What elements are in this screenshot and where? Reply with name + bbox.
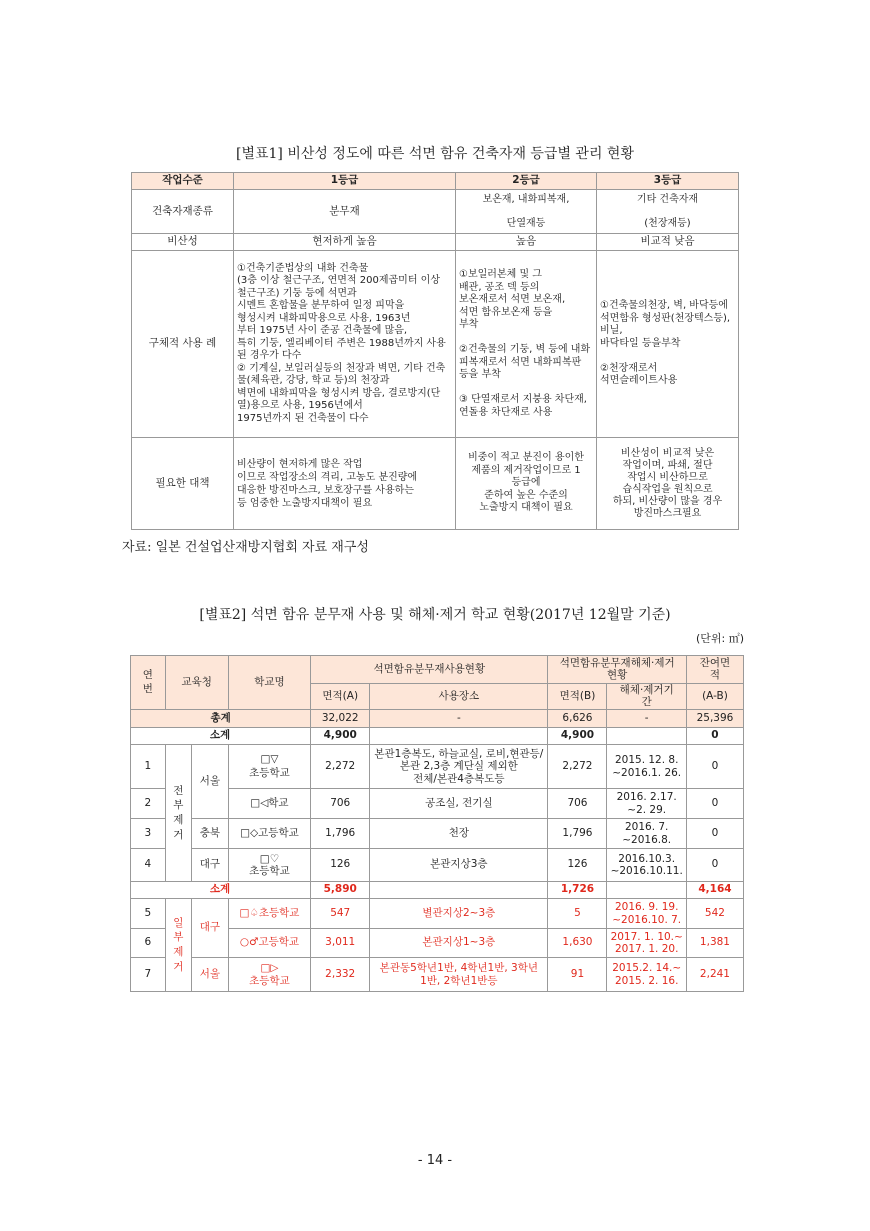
row-remain: 0 (686, 745, 743, 789)
row-school: □◁학교 (228, 789, 310, 819)
row-area-a: 3,011 (311, 929, 370, 958)
row-area-a: 547 (311, 899, 370, 929)
row-no: 4 (131, 849, 166, 882)
row-period: 2016. 2.17. ~2. 29. (607, 789, 686, 819)
cell-grade3: 비교적 낮음 (597, 234, 739, 251)
subtotal1-label: 소계 (131, 728, 311, 745)
row-period: 2015.2. 14.~ 2015. 2. 16. (607, 958, 686, 992)
table1-row-examples (132, 251, 739, 438)
cell-grade2: ①보일러본체 및 그 배관, 공조 덱 등의 보온재로서 석면 보온재, 석면 함유보온재 등을 부착 ②건축물의 기둥, 벽 등에 내화피복재로서 석면 내화피복판 등을 부착 ③ 단열재로서 지붕용 차단재,연돌용 차단재로 사용 (456, 251, 597, 438)
subtotal2-place (370, 882, 548, 899)
row-place: 본관1층복도, 하늘교실, 로비,현관등/ 본관 2,3층 계단실 제외한 전체/본관4층복도등 (370, 745, 548, 789)
row-area-b: 1,796 (548, 819, 607, 849)
header-area-b: 면적(B) (548, 684, 607, 710)
row-no: 7 (131, 958, 166, 992)
header-grade2: 2등급 (456, 173, 597, 190)
row-area-b: 91 (548, 958, 607, 992)
row-label: 비산성 (132, 234, 234, 251)
header-place: 사용장소 (370, 684, 548, 710)
row-area-b: 706 (548, 789, 607, 819)
source-note: 자료: 일본 건설업산재방지협회 자료 재구성 (122, 540, 369, 555)
row-label: 필요한 대책 (132, 438, 234, 530)
subtotal2-period (607, 882, 686, 899)
cell-grade2: 보온재, 내화피복재, 단열재등 (456, 190, 597, 234)
header-grade3: 3등급 (597, 173, 739, 190)
total-place: - (370, 710, 548, 728)
row-area-a: 706 (311, 789, 370, 819)
table2-subtotal1-row (131, 728, 744, 745)
subtotal2-area-a: 5,890 (311, 882, 370, 899)
subtotal1-remain: 0 (686, 728, 743, 745)
row-no: 2 (131, 789, 166, 819)
row-remain: 2,241 (686, 958, 743, 992)
row-period: 2016.10.3. ~2016.10.11. (607, 849, 686, 882)
row-remain: 0 (686, 849, 743, 882)
row-school: □▷ 초등학교 (228, 958, 310, 992)
row-place: 본관동5학년1반, 4학년1반, 3학년 1반, 2학년1반등 (370, 958, 548, 992)
unit-label: (단위: ㎡) (696, 632, 745, 645)
row-office: 충북 (192, 819, 229, 849)
header-area-a: 면적(A) (311, 684, 370, 710)
row-label: 건축자재종류 (132, 190, 234, 234)
row-period: 2016. 7. ~2016.8. (607, 819, 686, 849)
row-remain: 542 (686, 899, 743, 929)
table2-row (131, 899, 744, 929)
row-place: 본관지상3층 (370, 849, 548, 882)
group1-label: 전 부 제 거 (165, 745, 191, 882)
table2-row (131, 819, 744, 849)
row-school: □◇고등학교 (228, 819, 310, 849)
header-school: 학교명 (228, 656, 310, 710)
row-period: 2015. 12. 8. ~2016.1. 26. (607, 745, 686, 789)
table2-row (131, 745, 744, 789)
header-no: 연 번 (131, 656, 166, 710)
table1-row-scatter (132, 234, 739, 251)
cell-grade3: 비산성이 비교적 낮은 작업이며, 파쇄, 절단 작업시 비산하므로 습식작업을 원칙으로 하되, 비산량이 많을 경우 방진마스크필요 (597, 438, 739, 530)
row-period: 2017. 1. 10.~ 2017. 1. 20. (607, 929, 686, 958)
group2-label: 일 부 제 거 (165, 899, 191, 992)
subtotal2-label: 소계 (131, 882, 311, 899)
row-period: 2016. 9. 19. ~2016.10. 7. (607, 899, 686, 929)
row-area-b: 2,272 (548, 745, 607, 789)
row-area-a: 126 (311, 849, 370, 882)
table2-row (131, 849, 744, 882)
table2-row (131, 958, 744, 992)
row-no: 6 (131, 929, 166, 958)
school-asbestos-table (130, 655, 744, 992)
row-remain: 0 (686, 789, 743, 819)
total-area-b: 6,626 (548, 710, 607, 728)
row-label: 구체적 사용 례 (132, 251, 234, 438)
header-period: 해체·제거기 간 (607, 684, 686, 710)
row-place: 공조실, 전기실 (370, 789, 548, 819)
row-area-b: 5 (548, 899, 607, 929)
header-grade1: 1등급 (234, 173, 456, 190)
subtotal2-remain: 4,164 (686, 882, 743, 899)
row-office: 서울 (192, 958, 229, 992)
header-remain: 잔여면 적 (686, 656, 743, 684)
table1-row-measures (132, 438, 739, 530)
table1-header-row (132, 173, 739, 190)
row-place: 본관지상1~3층 (370, 929, 548, 958)
row-remain: 1,381 (686, 929, 743, 958)
header-office: 교육청 (165, 656, 228, 710)
subtotal1-area-a: 4,900 (311, 728, 370, 745)
row-area-a: 2,272 (311, 745, 370, 789)
row-area-a: 2,332 (311, 958, 370, 992)
row-area-b: 1,630 (548, 929, 607, 958)
subtotal1-period (607, 728, 686, 745)
page-number: - 14 - (417, 1153, 453, 1168)
row-office: 대구 (192, 899, 229, 958)
row-office: 서울 (192, 745, 229, 819)
subtotal2-area-b: 1,726 (548, 882, 607, 899)
row-place: 천장 (370, 819, 548, 849)
cell-grade1: ①건축기준법상의 내화 건축물 (3층 이상 철근구조, 연면적 200제곱미터 이상 철근구조) 기둥 등에 석면과 시멘트 혼합물을 분무하여 일정 피막을 형성시켜 내화피막용으로 사용, 1963년 부터 1975년 사이 준공 건축물에 많음, 특히 기둥, 엘리베이터 주변은 1988년까지 사용된 경우가 다수 ② 기계실, 보일러실등의 천장과 벽면, 기타 건축물(체육관, 강당, 학교 등)의 천장과 벽면에 내화피막을 형성시켜 방음, 결로방지(단열)용으로 사용, 1956년에서 1975년까지 된 건축물이 다수 (234, 251, 456, 438)
row-school: □♤초등학교 (228, 899, 310, 929)
total-remain: 25,396 (686, 710, 743, 728)
table1-caption: [별표1] 비산성 정도에 따른 석면 함유 건축자재 등급별 관리 현황 (236, 146, 634, 162)
cell-grade2: 높음 (456, 234, 597, 251)
total-label: 총계 (131, 710, 311, 728)
subtotal1-place (370, 728, 548, 745)
table2-subtotal2-row (131, 882, 744, 899)
row-office: 대구 (192, 849, 229, 882)
header-work-level: 작업수준 (132, 173, 234, 190)
row-area-b: 126 (548, 849, 607, 882)
row-remain: 0 (686, 819, 743, 849)
asbestos-grade-table (131, 172, 739, 530)
table2-header-row1 (131, 656, 744, 684)
table1-row-material (132, 190, 739, 234)
row-area-a: 1,796 (311, 819, 370, 849)
header-remain-sub: (A-B) (686, 684, 743, 710)
row-place: 별관지상2~3층 (370, 899, 548, 929)
subtotal1-area-b: 4,900 (548, 728, 607, 745)
row-no: 1 (131, 745, 166, 789)
row-school: □♡ 초등학교 (228, 849, 310, 882)
row-no: 3 (131, 819, 166, 849)
header-remove-group: 석면함유분무재해체·제거 현황 (548, 656, 686, 684)
table2-caption: [별표2] 석면 함유 분무재 사용 및 해체·제거 학교 현황(2017년 12월말 기준) (199, 607, 671, 623)
cell-grade1: 현저하게 높음 (234, 234, 456, 251)
table2-total-row (131, 710, 744, 728)
total-area-a: 32,022 (311, 710, 370, 728)
row-school: □▽ 초등학교 (228, 745, 310, 789)
row-school: ○♂고등학교 (228, 929, 310, 958)
cell-grade2: 비중이 적고 분진이 용이한 제품의 제거작업이므로 1 등급에 준하여 높은 수준의 노출방지 대책이 필요 (456, 438, 597, 530)
cell-grade1: 분무재 (234, 190, 456, 234)
cell-grade3: ①건축물의천장, 벽, 바닥등에 석면함유 형성판(천장텍스등), 비닐, 바닥타일 등을부착 ②천장재로서 석면슬레이트사용 (597, 251, 739, 438)
cell-grade1: 비산량이 현저하게 많은 작업 이므로 작업장소의 격리, 고농도 분진량에 대응한 방진마스크, 보호장구를 사용하는 등 엄중한 노출방지대책이 필요 (234, 438, 456, 530)
header-use-group: 석면함유분무재사용현황 (311, 656, 548, 684)
cell-grade3: 기타 건축자재 (천장재등) (597, 190, 739, 234)
total-period: - (607, 710, 686, 728)
row-no: 5 (131, 899, 166, 929)
